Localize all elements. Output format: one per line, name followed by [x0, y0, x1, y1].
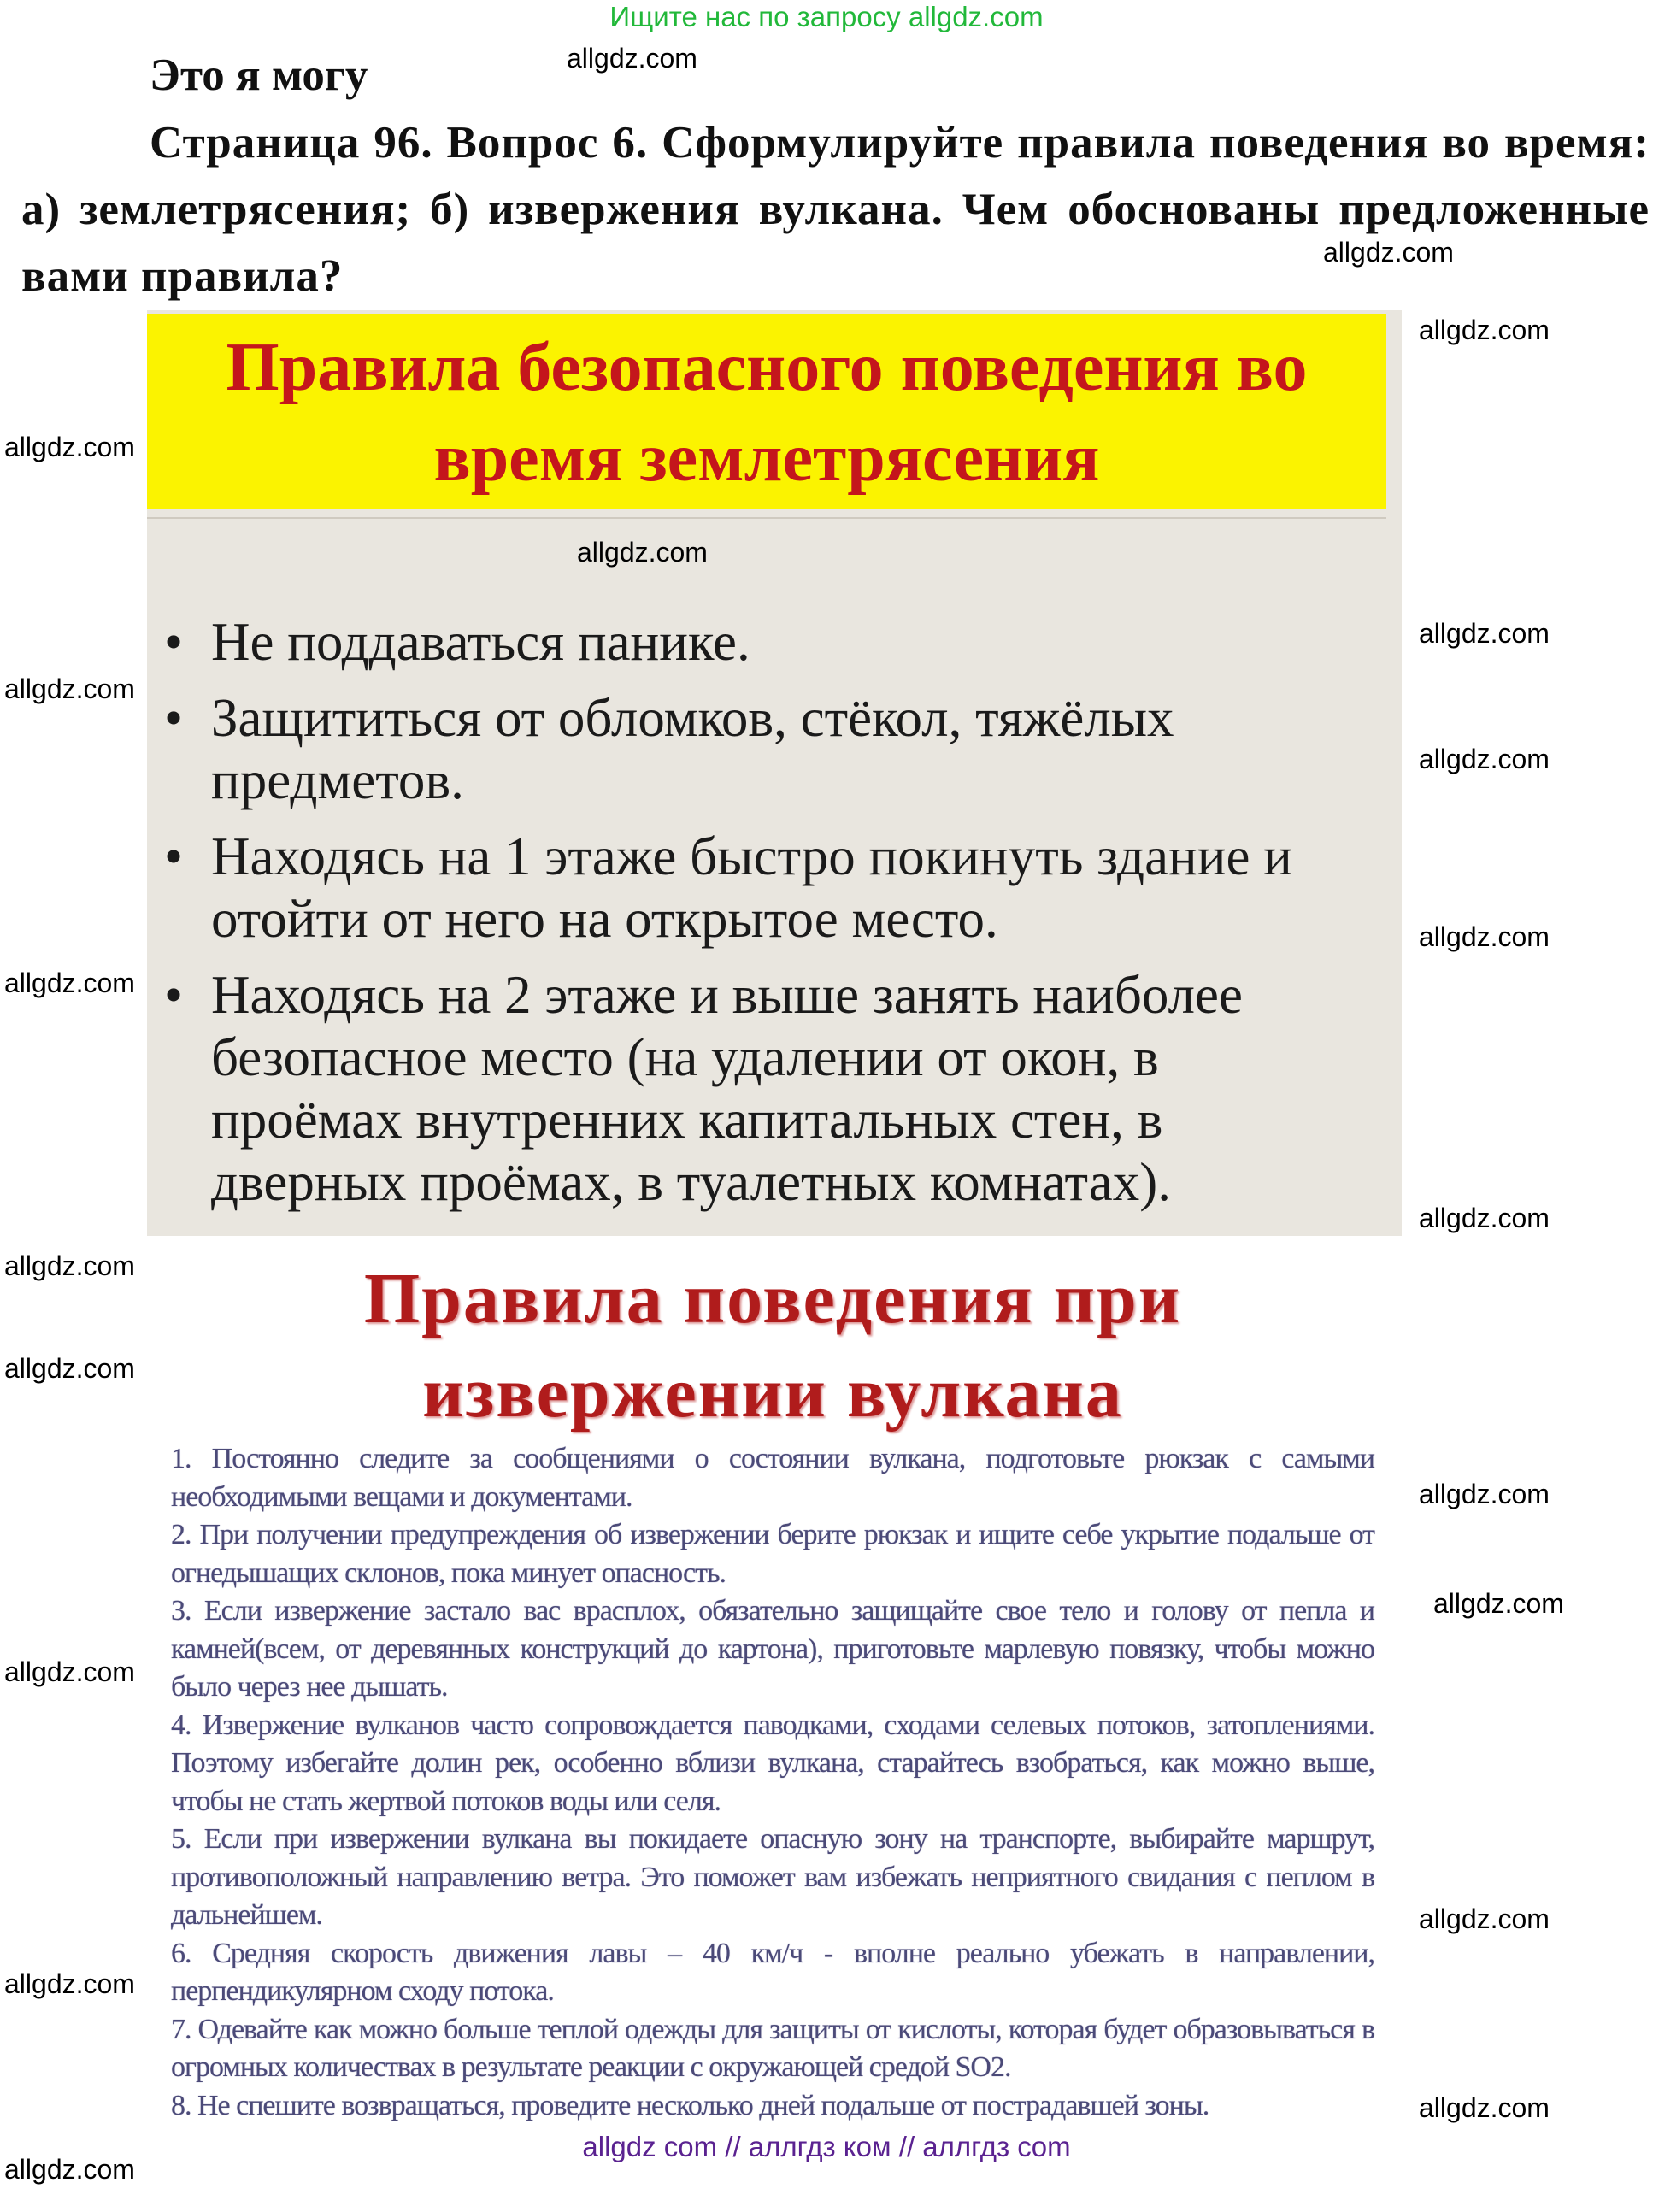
- list-item-text: Не поддаваться панике.: [211, 612, 750, 672]
- top-banner: Ищите нас по запросу allgdz.com: [609, 1, 1044, 32]
- volcano-title-line: Правила поведения при: [363, 1259, 1182, 1338]
- earthquake-title-line: время землетрясения: [433, 421, 1100, 496]
- list-item: 6. Средняя скорость движения лавы – 40 км/ч - вполне реально убежать в направлении, перпендикулярном сходу потока.: [171, 1937, 1374, 2007]
- footer-watermark: allgdz com // аллгдз ком // аллгдз com: [582, 2131, 1071, 2162]
- watermark: allgdz.com: [4, 432, 135, 462]
- list-item-text: Находясь на 1 этаже быстро покинуть здание и отойти от него на открытое место.: [211, 827, 1292, 949]
- watermark: allgdz.com: [4, 1353, 135, 1384]
- watermark: allgdz.com: [567, 43, 697, 74]
- watermark: allgdz.com: [4, 1656, 135, 1687]
- watermark: allgdz.com: [1419, 1479, 1550, 1509]
- watermark: allgdz.com: [1419, 315, 1550, 345]
- list-item: 4. Извержение вулканов часто сопровождается паводками, сходами селевых потоков, затоплениями. Поэтому избегайте долин рек, особенно вблизи вулкана, старайтесь взобраться, как можно выше, чтобы не стать жертвой потоков воды или селя.: [171, 1709, 1374, 1817]
- list-item-text: Находясь на 2 этаже и выше занять наиболее безопасное место (на удалении от окон, в проёмах внутренних капитальных стен, в дверных проёмах, в туалетных комнатах).: [211, 965, 1243, 1212]
- watermark: allgdz.com: [4, 1968, 135, 1999]
- list-item: 7. Одевайте как можно больше теплой одежды для защиты от кислоты, которая будет образовываться в огромных количествах в результате реакции с окружающей средой SO2.: [171, 2013, 1374, 2083]
- list-item: [164, 611, 1361, 674]
- list-item: [164, 687, 1361, 812]
- watermark: allgdz.com: [577, 537, 708, 568]
- earthquake-title-box: [147, 314, 1386, 509]
- watermark: allgdz.com: [4, 1250, 135, 1281]
- bullet-icon: •: [164, 827, 184, 886]
- watermark: allgdz.com: [1419, 2092, 1550, 2123]
- watermark: allgdz.com: [1419, 618, 1550, 649]
- watermark: allgdz.com: [1419, 1903, 1550, 1934]
- bullet-icon: •: [164, 612, 184, 672]
- question-text: Страница 96. Вопрос 6. Сформулируйте правила поведения во время: а) землетрясения; б) извержения вулкана. Чем обоснованы предложенные вами правила?: [21, 118, 1650, 301]
- list-item-text: Защититься от обломков, стёкол, тяжёлых предметов.: [211, 688, 1174, 810]
- earthquake-rules-list: [164, 611, 1361, 1214]
- watermark: allgdz.com: [4, 968, 135, 998]
- volcano-title: [171, 1252, 1374, 1440]
- watermark: allgdz.com: [4, 2154, 135, 2185]
- list-item: 5. Если при извержении вулкана вы покидаете опасную зону на транспорте, выбирайте маршрут, противоположный направлению ветра. Это поможет вам избежать неприятного свидания с пеплом в дальнейшем.: [171, 1823, 1374, 1931]
- list-item: [164, 964, 1361, 1214]
- list-item: 3. Если извержение застало вас врасплох, обязательно защищайте свое тело и голову от пепла и камней(всем, от деревянных конструкций до картона), приготовьте марлевую повязку, чтобы можно было через нее дышать.: [171, 1595, 1374, 1703]
- list-item: 8. Не спешите возвращаться, проведите несколько дней подальше от пострадавшей зоны.: [171, 2089, 1209, 2121]
- watermark: allgdz.com: [4, 674, 135, 704]
- section-heading: Это я могу: [150, 50, 368, 100]
- list-item: [164, 826, 1361, 950]
- watermark: allgdz.com: [1323, 237, 1454, 268]
- volcano-rules-list: [171, 1440, 1374, 2125]
- list-item: 2. При получении предупреждения об извержении берите рюкзак и ищите себе укрытие подальше от огнедышащих склонов, пока минует опасность.: [171, 1519, 1374, 1589]
- bullet-icon: •: [164, 688, 184, 748]
- earthquake-title: [147, 314, 1386, 509]
- watermark: allgdz.com: [1419, 1203, 1550, 1233]
- list-item: 1. Постоянно следите за сообщениями о состоянии вулкана, подготовьте рюкзак с самыми необходимыми вещами и документами.: [171, 1443, 1374, 1513]
- divider: [147, 517, 1386, 519]
- earthquake-title-line: Правила безопасного поведения во: [226, 330, 1308, 405]
- watermark: allgdz.com: [1419, 744, 1550, 774]
- volcano-title-line: извержении вулкана: [422, 1353, 1123, 1433]
- bullet-icon: •: [164, 965, 184, 1025]
- earthquake-slide: [147, 310, 1402, 1236]
- watermark: allgdz.com: [1433, 1588, 1564, 1619]
- watermark: allgdz.com: [1419, 921, 1550, 952]
